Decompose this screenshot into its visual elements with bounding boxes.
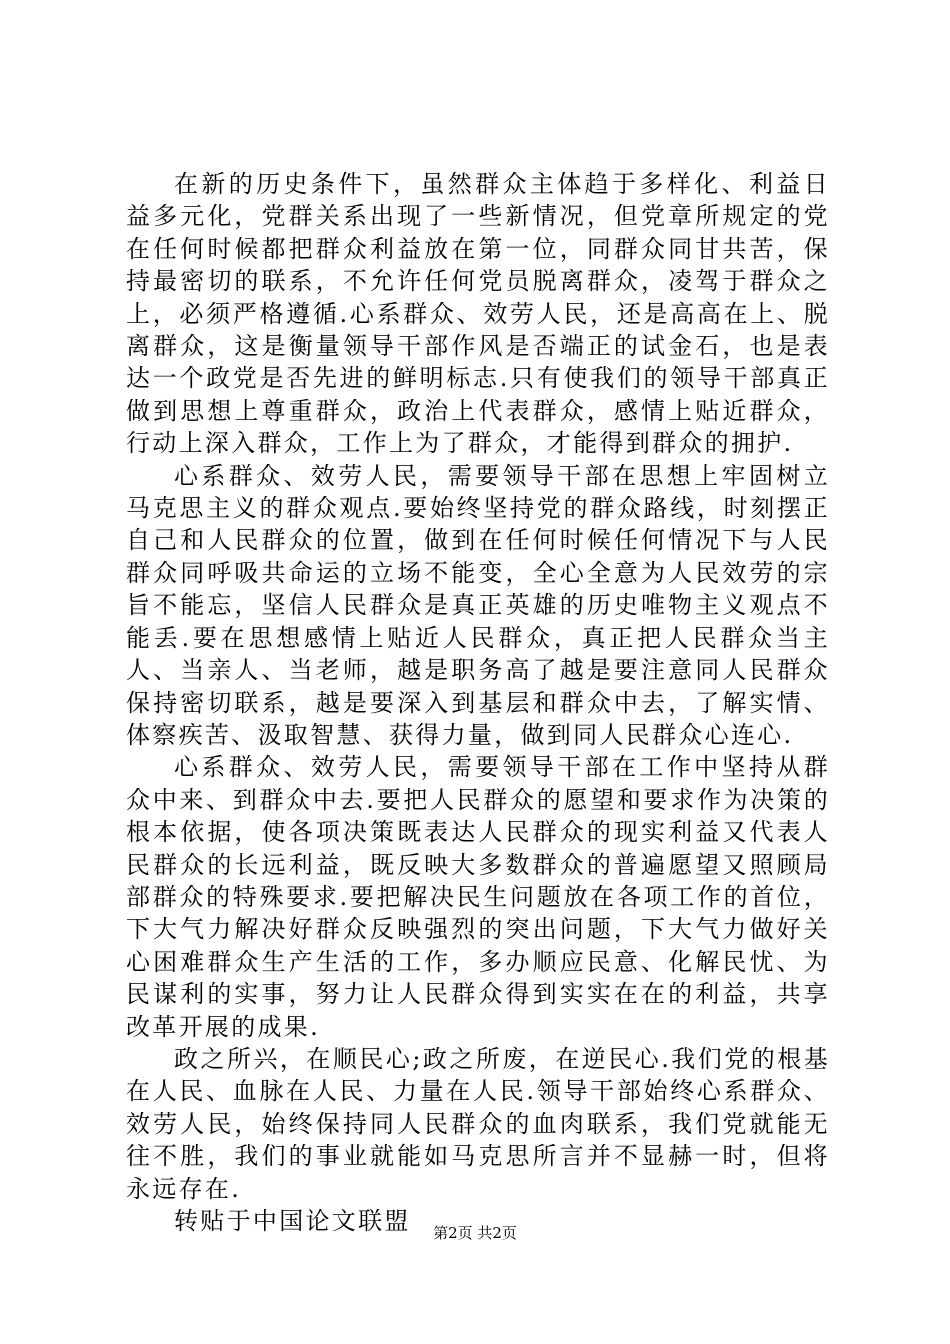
- body-text: [126, 168, 830, 1237]
- paragraph-2: 心系群众、效劳人民，需要领导干部在思想上牢固树立马克思主义的群众观点.要始终坚持党的群众路线，时刻摆正自己和人民群众的位置，做到在任何时候任何情况下与人民群众同呼吸共命运的立场不能变，全心全意为人民效劳的宗旨不能忘，坚信人民群众是真正英雄的历史唯物主义观点不能丢.要在思想感情上贴近人民群众，真正把人民群众当主人、当亲人、当老师，越是职务高了越是要注意同人民群众保持密切联系，越是要深入到基层和群众中去，了解实情、体察疾苦、汲取智慧、获得力量，做到同人民群众心连心.: [126, 461, 830, 749]
- page-number-footer: 第2页 共2页: [433, 1224, 517, 1242]
- paragraph-4: 政之所兴，在顺民心;政之所废，在逆民心.我们党的根基在人民、血脉在人民、力量在人民.领导干部始终心系群众、效劳人民，始终保持同人民群众的血肉联系，我们党就能无往不胜，我们的事业就能如马克思所言并不显赫一时，但将永远存在.: [126, 1044, 830, 1203]
- paragraph-3: 心系群众、效劳人民，需要领导干部在工作中坚持从群众中来、到群众中去.要把人民群众的愿望和要求作为决策的根本依据，使各项决策既表达人民群众的现实利益又代表人民群众的长远利益，既反映大多数群众的普遍愿望又照顾局部群众的特殊要求.要把解决民生问题放在各项工作的首位，下大气力解决好群众反映强烈的突出问题，下大气力做好关心困难群众生产生活的工作，多办顺应民意、化解民忧、为民谋利的实事，努力让人民群众得到实实在在的利益，共享改革开展的成果.: [126, 753, 830, 1041]
- paragraph-5-source-note: 转贴于中国论文联盟: [174, 1207, 411, 1235]
- paragraph-1: 在新的历史条件下，虽然群众主体趋于多样化、利益日益多元化，党群关系出现了一些新情况，但党章所规定的党在任何时候都把群众利益放在第一位，同群众同甘共苦，保持最密切的联系，不允许任何党员脱离群众，凌驾于群众之上，必须严格遵循.心系群众、效劳人民，还是高高在上、脱离群众，这是衡量领导干部作风是否端正的试金石，也是表达一个政党是否先进的鲜明标志.只有使我们的领导干部真正做到思想上尊重群众，政治上代表群众，感情上贴近群众，行动上深入群众，工作上为了群众，才能得到群众的拥护.: [126, 170, 830, 458]
